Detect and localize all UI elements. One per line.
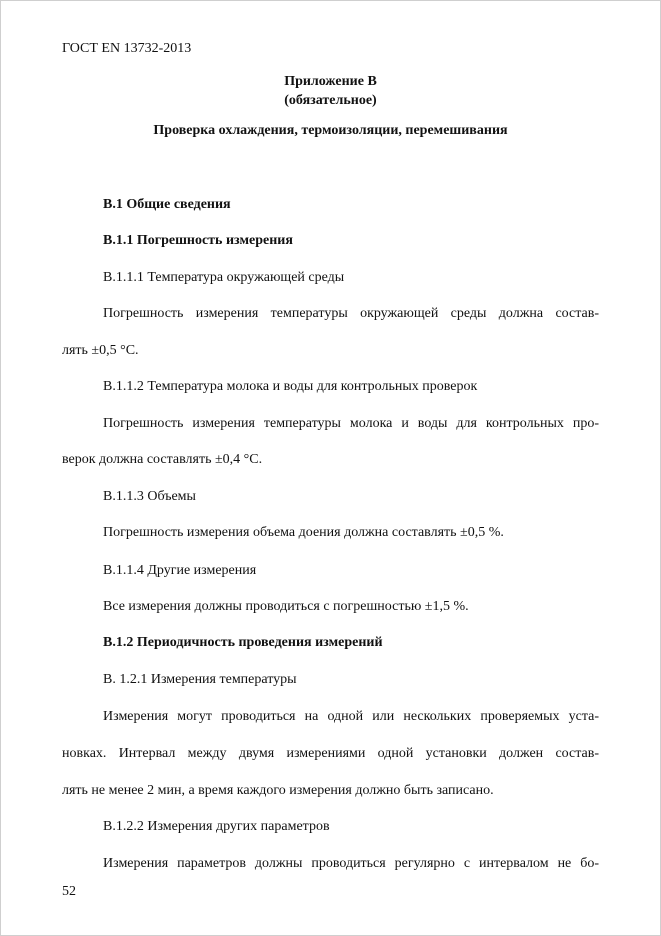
paragraph-b111-line1: Погрешность измерения температуры окружающей среды должна состав- xyxy=(103,306,599,321)
section-heading-b113: В.1.1.3 Объемы xyxy=(103,489,196,504)
annex-title: Приложение В xyxy=(284,74,377,89)
paragraph-b122-line1: Измерения параметров должны проводиться регулярно с интервалом не бо- xyxy=(103,856,599,871)
standard-code: ГОСТ EN 13732-2013 xyxy=(62,41,192,56)
paragraph-b121-line3: лять не менее 2 мин, а время каждого измерения должно быть записано. xyxy=(62,783,494,798)
section-heading-b114: В.1.1.4 Другие измерения xyxy=(103,563,257,578)
paragraph-b114: Все измерения должны проводиться с погрешностью ±1,5 %. xyxy=(103,599,469,614)
section-heading-b122: В.1.2.2 Измерения других параметров xyxy=(103,819,330,834)
section-heading-b12: В.1.2 Периодичность проведения измерений xyxy=(103,635,383,650)
annex-subject: Проверка охлаждения, термоизоляции, перемешивания xyxy=(153,123,508,138)
section-heading-b112: В.1.1.2 Температура молока и воды для контрольных проверок xyxy=(103,379,478,394)
page-number: 52 xyxy=(62,884,76,899)
section-heading-b121: В. 1.2.1 Измерения температуры xyxy=(103,672,297,687)
paragraph-b121-line1: Измерения могут проводиться на одной или нескольких проверяемых уста- xyxy=(103,709,599,724)
section-heading-b11: В.1.1 Погрешность измерения xyxy=(103,233,293,248)
paragraph-b112-line1: Погрешность измерения температуры молока и воды для контрольных про- xyxy=(103,416,599,431)
paragraph-b112-line2: верок должна составлять ±0,4 °С. xyxy=(62,452,263,467)
paragraph-b111-line2: лять ±0,5 °С. xyxy=(62,343,139,358)
paragraph-b113: Погрешность измерения объема доения должна составлять ±0,5 %. xyxy=(103,525,504,540)
annex-status: (обязательное) xyxy=(284,93,377,108)
section-heading-b1: В.1 Общие сведения xyxy=(103,197,231,212)
paragraph-b121-line2: новках. Интервал между двумя измерениями одной установки должен состав- xyxy=(62,746,599,761)
section-heading-b111: В.1.1.1 Температура окружающей среды xyxy=(103,270,345,285)
